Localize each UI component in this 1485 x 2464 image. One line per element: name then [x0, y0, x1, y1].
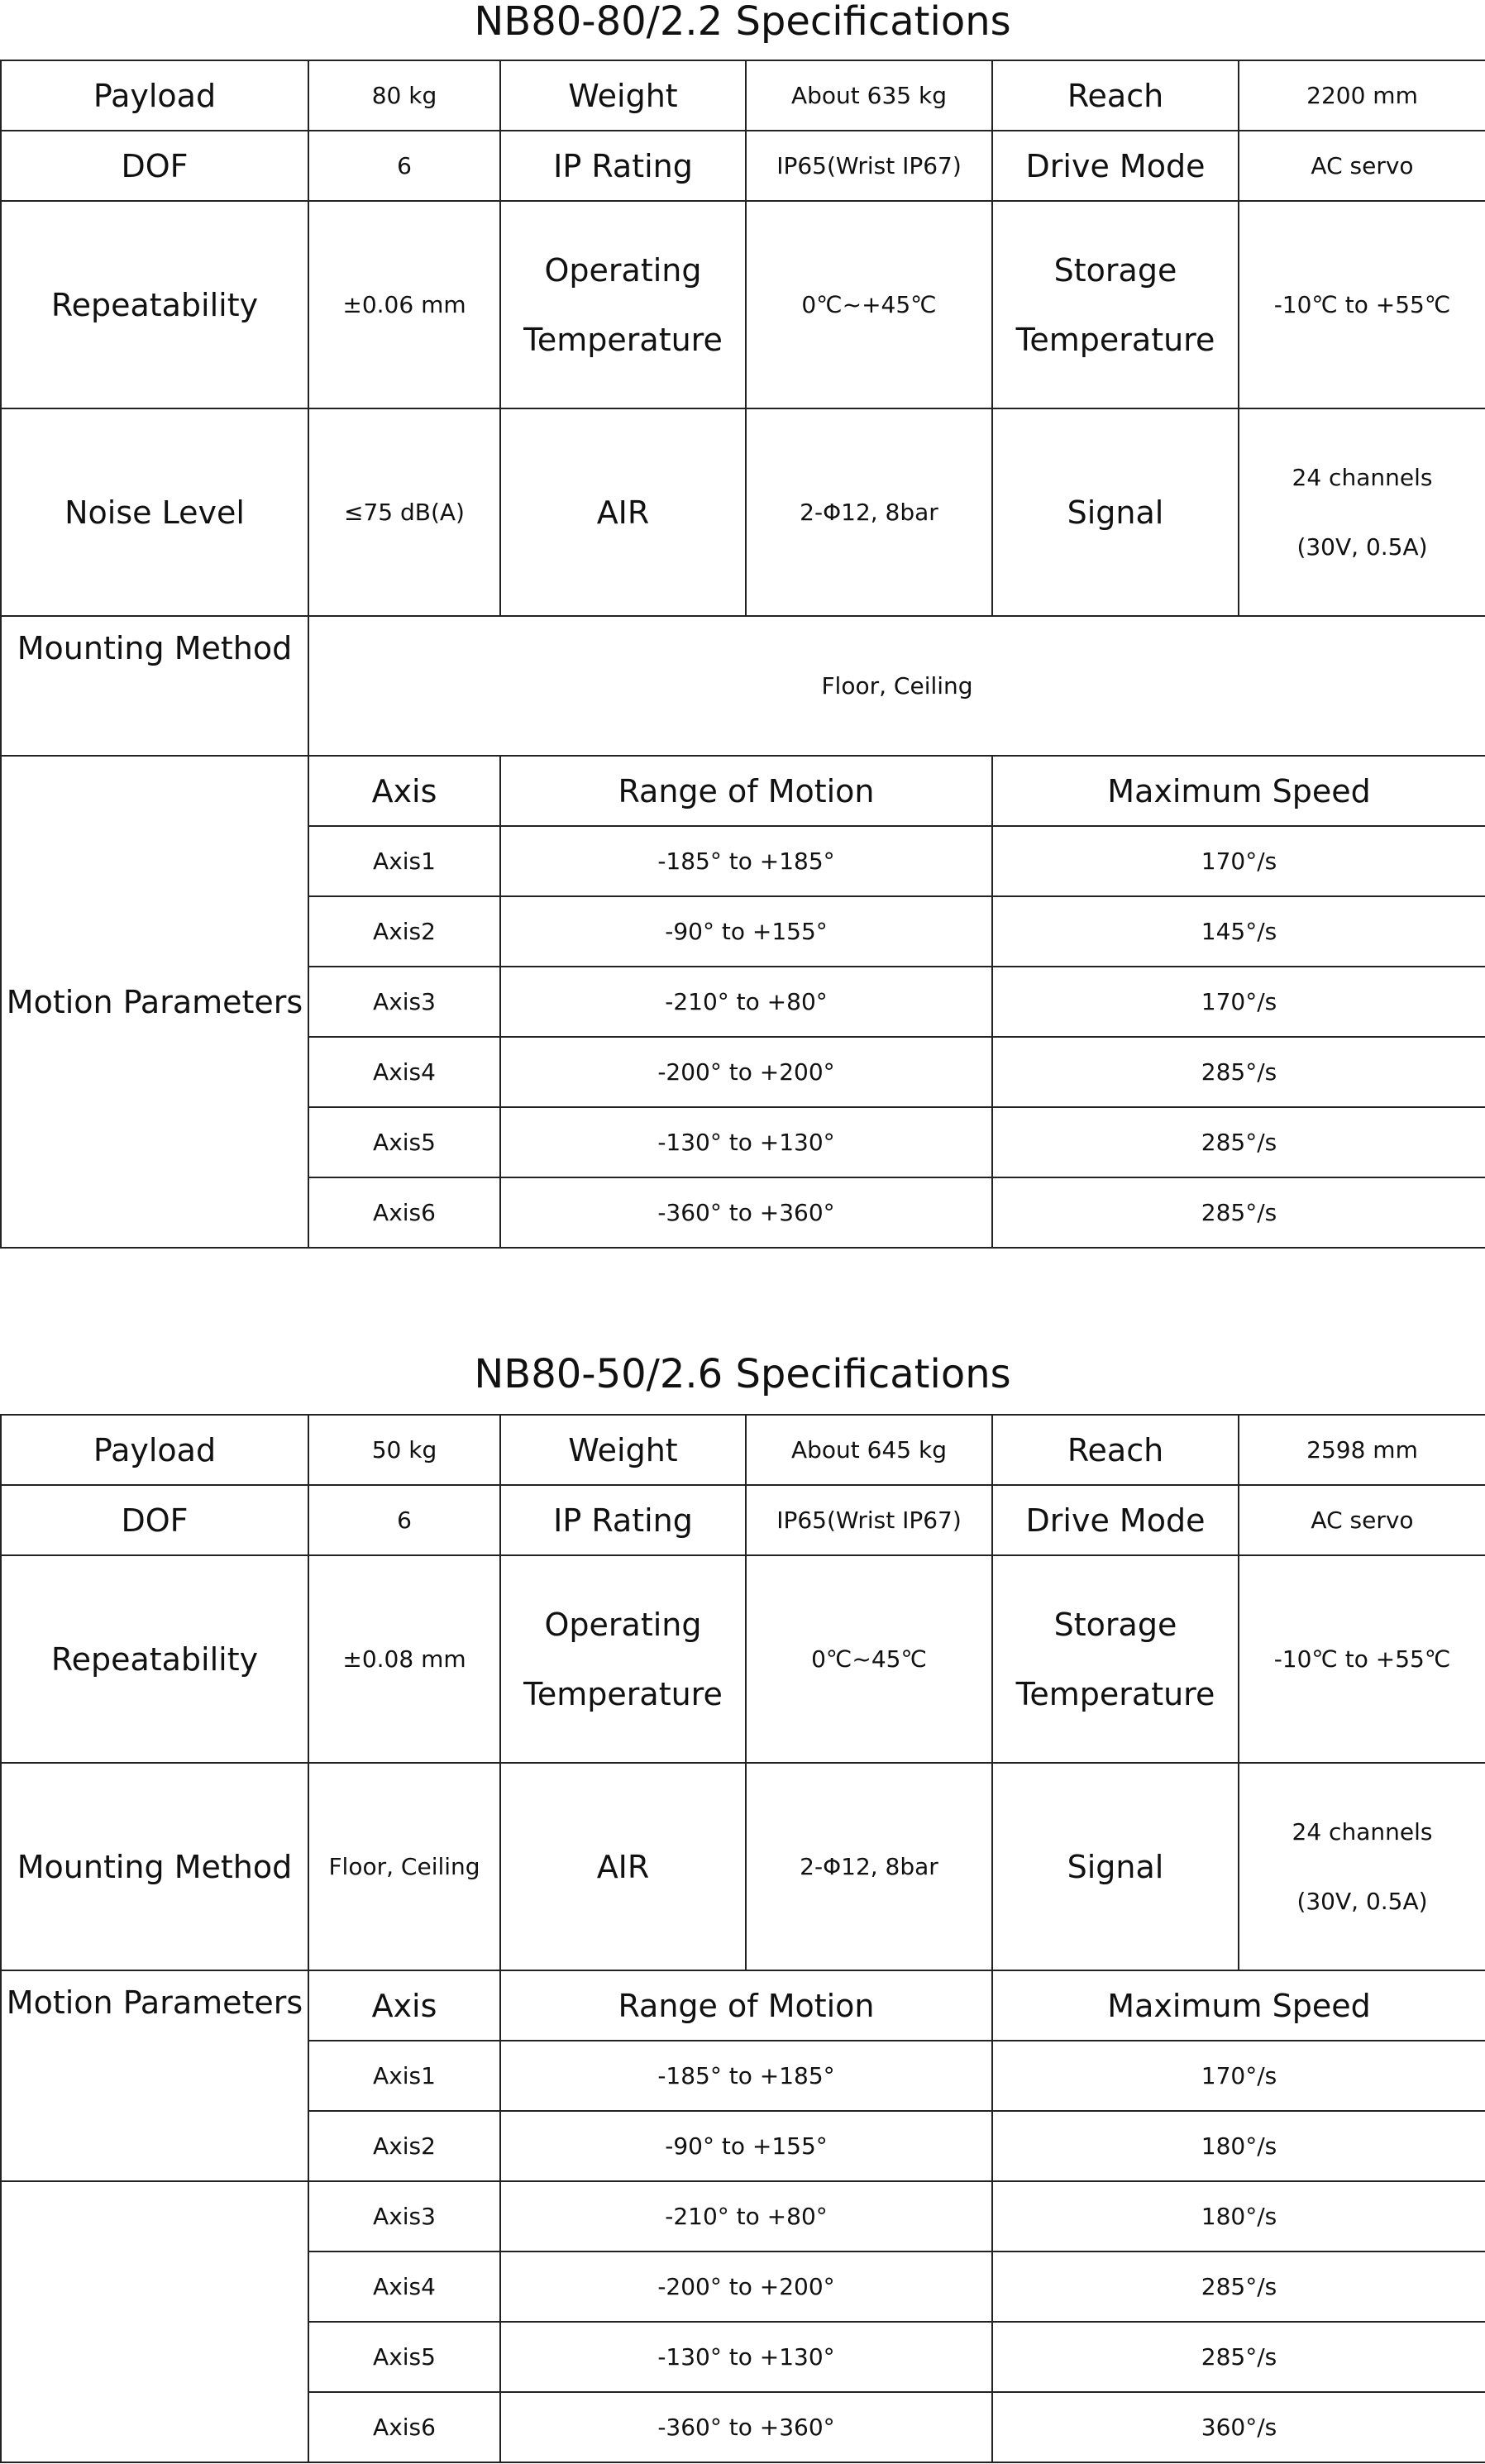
- air-label: AIR: [500, 408, 746, 616]
- axis-name: Axis5: [308, 2322, 500, 2392]
- signal-value-line1: 24 channels: [1292, 463, 1433, 491]
- weight-value: About 645 kg: [746, 1415, 992, 1485]
- axis-speed: 285°/s: [992, 1107, 1485, 1177]
- air-value: 2-Φ12, 8bar: [746, 408, 992, 616]
- axis-name: Axis5: [308, 1107, 500, 1177]
- reach-value: 2200 mm: [1239, 60, 1485, 131]
- reach-value: 2598 mm: [1239, 1415, 1485, 1485]
- motion-parameters-label: Motion Parameters: [1, 1970, 308, 2181]
- spec1-row-noise: [1, 408, 1485, 616]
- storage-temperature-value: -10℃ to +55℃: [1239, 201, 1485, 408]
- operating-temperature-label: [500, 201, 746, 408]
- axis-name: Axis3: [308, 967, 500, 1037]
- axis-name: Axis1: [308, 2041, 500, 2111]
- axis-range: -90° to +155°: [500, 2111, 992, 2181]
- dof-value: 6: [308, 131, 500, 201]
- signal-value-line1: 24 channels: [1292, 1817, 1433, 1846]
- spec2-axis-row: [1, 2181, 1485, 2252]
- motion-parameters-label: Motion Parameters: [1, 756, 308, 1248]
- spec1-row-repeatability: [1, 201, 1485, 408]
- dof-value: 6: [308, 1485, 500, 1555]
- repeatability-value: ±0.06 mm: [308, 201, 500, 408]
- spec1-title: NB80-80/2.2 Specifications: [474, 0, 1011, 45]
- mounting-method-label: Mounting Method: [1, 1763, 308, 1970]
- mounting-method-value: Floor, Ceiling: [308, 616, 1485, 756]
- spec2-row-dof: [1, 1485, 1485, 1555]
- spec2-row-motion-header: [1, 1970, 1485, 2041]
- dof-label: DOF: [1, 1485, 308, 1555]
- weight-value: About 635 kg: [746, 60, 992, 131]
- operating-temperature-label-line1: Operating: [544, 251, 702, 289]
- operating-temperature-label-line2: Temperature: [523, 1675, 723, 1712]
- mounting-method-label: Mounting Method: [1, 616, 308, 756]
- operating-temperature-value: 0℃~45℃: [746, 1555, 992, 1763]
- spec2-row-payload: [1, 1415, 1485, 1485]
- axis-range: -90° to +155°: [500, 896, 992, 967]
- spec1-row-motion-header: [1, 756, 1485, 826]
- axis-range: -360° to +360°: [500, 1177, 992, 1248]
- drive-mode-label: Drive Mode: [992, 131, 1239, 201]
- reach-label: Reach: [992, 1415, 1239, 1485]
- range-of-motion-header: Range of Motion: [500, 756, 992, 826]
- spec1-row-dof: [1, 131, 1485, 201]
- weight-label: Weight: [500, 1415, 746, 1485]
- axis-name: Axis4: [308, 1037, 500, 1107]
- drive-mode-label: Drive Mode: [992, 1485, 1239, 1555]
- spec1-table: [0, 60, 1485, 1249]
- axis-speed: 170°/s: [992, 826, 1485, 896]
- payload-value: 50 kg: [308, 1415, 500, 1485]
- ip-rating-label: IP Rating: [500, 131, 746, 201]
- axis-speed: 285°/s: [992, 2252, 1485, 2322]
- signal-value-line2: (30V, 0.5A): [1296, 1887, 1428, 1915]
- operating-temperature-label-line1: Operating: [544, 1606, 702, 1643]
- storage-temperature-value: -10℃ to +55℃: [1239, 1555, 1485, 1763]
- storage-temperature-label-line1: Storage: [1053, 1606, 1177, 1643]
- axis-name: Axis3: [308, 2181, 500, 2252]
- mounting-method-value: Floor, Ceiling: [308, 1763, 500, 1970]
- payload-label: Payload: [1, 1415, 308, 1485]
- operating-temperature-label-line2: Temperature: [523, 321, 723, 358]
- maximum-speed-header: Maximum Speed: [992, 1970, 1485, 2041]
- axis-range: -185° to +185°: [500, 2041, 992, 2111]
- ip-rating-value: IP65(Wrist IP67): [746, 1485, 992, 1555]
- axis-speed: 360°/s: [992, 2392, 1485, 2462]
- spec2-table: [0, 1414, 1485, 2463]
- axis-name: Axis2: [308, 896, 500, 967]
- air-value: 2-Φ12, 8bar: [746, 1763, 992, 1970]
- air-label: AIR: [500, 1763, 746, 1970]
- spec1-row-payload: [1, 60, 1485, 131]
- payload-label: Payload: [1, 60, 308, 131]
- motion-parameters-blank-cell: [1, 2181, 308, 2462]
- axis-header: Axis: [308, 756, 500, 826]
- noise-level-value: ≤75 dB(A): [308, 408, 500, 616]
- spec2-title: NB80-50/2.6 Specifications: [474, 1351, 1011, 1397]
- axis-speed: 180°/s: [992, 2111, 1485, 2181]
- signal-value: [1239, 408, 1485, 616]
- axis-speed: 145°/s: [992, 896, 1485, 967]
- drive-mode-value: AC servo: [1239, 131, 1485, 201]
- signal-value: [1239, 1763, 1485, 1970]
- signal-label: Signal: [992, 1763, 1239, 1970]
- axis-header: Axis: [308, 1970, 500, 2041]
- dof-label: DOF: [1, 131, 308, 201]
- axis-name: Axis6: [308, 2392, 500, 2462]
- axis-range: -210° to +80°: [500, 967, 992, 1037]
- storage-temperature-label-line1: Storage: [1053, 251, 1177, 289]
- axis-speed: 285°/s: [992, 2322, 1485, 2392]
- axis-range: -130° to +130°: [500, 1107, 992, 1177]
- range-of-motion-header: Range of Motion: [500, 1970, 992, 2041]
- axis-speed: 180°/s: [992, 2181, 1485, 2252]
- weight-label: Weight: [500, 60, 746, 131]
- axis-range: -200° to +200°: [500, 2252, 992, 2322]
- axis-range: -200° to +200°: [500, 1037, 992, 1107]
- axis-range: -185° to +185°: [500, 826, 992, 896]
- repeatability-value: ±0.08 mm: [308, 1555, 500, 1763]
- axis-name: Axis6: [308, 1177, 500, 1248]
- storage-temperature-label: [992, 201, 1239, 408]
- operating-temperature-value: 0℃~+45℃: [746, 201, 992, 408]
- payload-value: 80 kg: [308, 60, 500, 131]
- spec1-row-mounting: [1, 616, 1485, 756]
- storage-temperature-label-line2: Temperature: [1015, 321, 1215, 358]
- ip-rating-label: IP Rating: [500, 1485, 746, 1555]
- storage-temperature-label-line2: Temperature: [1015, 1675, 1215, 1712]
- axis-range: -210° to +80°: [500, 2181, 992, 2252]
- axis-range: -130° to +130°: [500, 2322, 992, 2392]
- noise-level-label: Noise Level: [1, 408, 308, 616]
- axis-speed: 285°/s: [992, 1037, 1485, 1107]
- axis-name: Axis2: [308, 2111, 500, 2181]
- axis-speed: 170°/s: [992, 967, 1485, 1037]
- repeatability-label: Repeatability: [1, 1555, 308, 1763]
- signal-label: Signal: [992, 408, 1239, 616]
- axis-name: Axis1: [308, 826, 500, 896]
- axis-range: -360° to +360°: [500, 2392, 992, 2462]
- signal-value-line2: (30V, 0.5A): [1296, 532, 1428, 561]
- reach-label: Reach: [992, 60, 1239, 131]
- operating-temperature-label: [500, 1555, 746, 1763]
- spec2-row-mounting: [1, 1763, 1485, 1970]
- spec2-row-repeatability: [1, 1555, 1485, 1763]
- storage-temperature-label: [992, 1555, 1239, 1763]
- axis-speed: 170°/s: [992, 2041, 1485, 2111]
- drive-mode-value: AC servo: [1239, 1485, 1485, 1555]
- maximum-speed-header: Maximum Speed: [992, 756, 1485, 826]
- axis-name: Axis4: [308, 2252, 500, 2322]
- ip-rating-value: IP65(Wrist IP67): [746, 131, 992, 201]
- axis-speed: 285°/s: [992, 1177, 1485, 1248]
- repeatability-label: Repeatability: [1, 201, 308, 408]
